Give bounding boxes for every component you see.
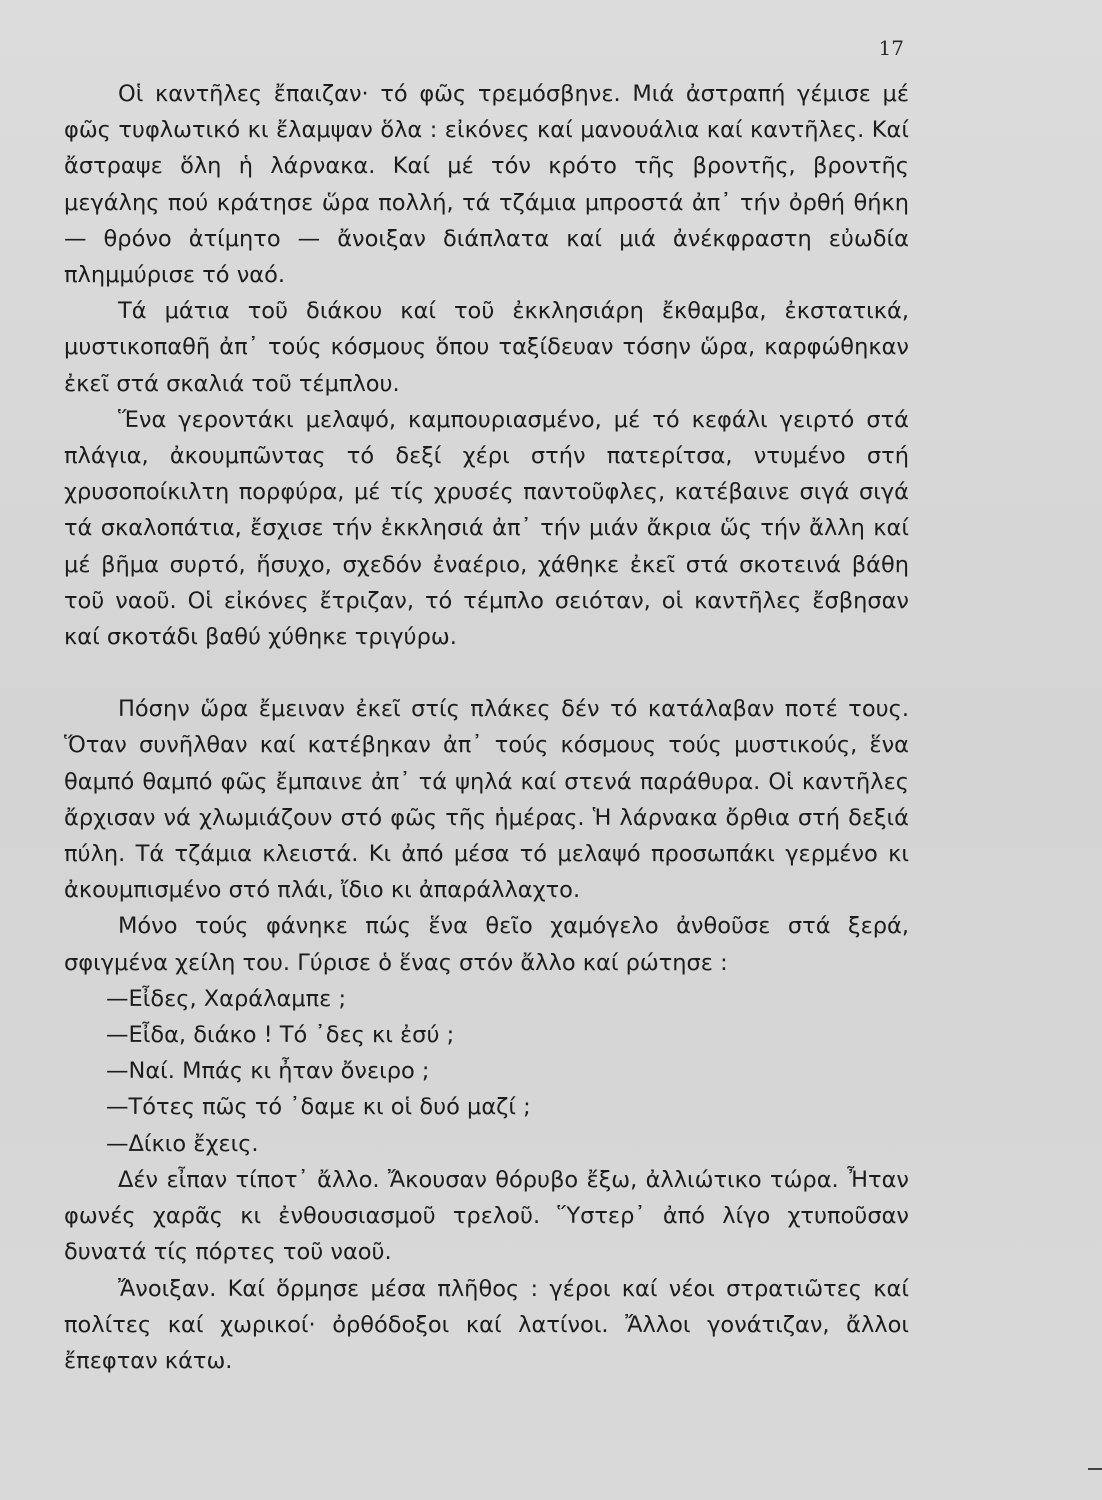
- edge-mark: [1088, 1468, 1102, 1470]
- paragraph-1: Οἱ καντῆλες ἔπαιζαν· τό φῶς τρεμόσβηνε. Μιά ἀστραπή γέμισε μέ φῶς τυφλωτικό κι ἔλαμψαν ὅλα : εἰκόνες καί μανουάλια καί καντῆλες. Καί ἄστραψε ὅλη ἡ λάρνακα. Καί μέ τόν κρότο τῆς βροντῆς, βροντῆς μεγάλης πού κράτησε ὥρα πολλή, τά τζάμια μπροστά ἀπ᾿ τήν ὀρθή θήκη — θρόνο ἀτίμητο — ἄνοιξαν διάπλατα καί μιά ἀνέκφραστη εὐωδία πλημμύρισε τό ναό.: [64, 81, 909, 289]
- dialogue-line-1: —Εἶδες, Χαράλαμπε ;: [106, 985, 347, 1012]
- paragraph-5: Μόνο τούς φάνηκε πώς ἕνα θεῖο χαμόγελο ἀνθοῦσε στά ξερά, σφιγμένα χείλη του. Γύρισε ὁ ἕνας στόν ἄλλο καί ρώτησε :: [64, 913, 909, 976]
- paragraph-7: Ἄνοιξαν. Καί ὅρμησε μέσα πλῆθος : γέροι καί νέοι στρατιῶτες καί πολίτες καί χωρικοί· ὀρθόδοξοι καί λατίνοι. Ἄλλοι γονάτιζαν, ἄλλοι ἔπεφταν κάτω.: [64, 1275, 909, 1374]
- dialogue-line-3: —Ναί. Μπάς κι ἦταν ὄνειρο ;: [106, 1058, 430, 1085]
- paragraph-6: Δέν εἶπαν τίποτ᾿ ἄλλο. Ἄκουσαν θόρυβο ἔξω, ἀλλιώτικο τώρα. Ἦταν φωνές χαρᾶς κι ἐνθουσιασμοῦ τρελοῦ. Ὕστερ᾿ ἀπό λίγο χτυποῦσαν δυνατά τίς πόρτες τοῦ ναοῦ.: [64, 1166, 909, 1266]
- dialogue-line-2: —Εἶδα, διάκο ! Τό ᾿δες κι ἐσύ ;: [106, 1022, 455, 1049]
- dialogue-line-5: —Δίκιο ἔχεις.: [106, 1130, 259, 1157]
- paragraph-4: Πόσην ὥρα ἔμειναν ἐκεῖ στίς πλάκες δέν τό κατάλαβαν ποτέ τους. Ὅταν συνῆλθαν καί κατέβηκαν ἀπ᾿ τούς κόσμους τούς μυστικούς, ἕνα θαμπό θαμπό φῶς ἔμπαινε ἀπ᾿ τά ψηλά καί στενά παράθυρα. Οἱ καντῆλες ἄρχισαν νά χλωμιάζουν στό φῶς τῆς ἡμέρας. Ἡ λάρνακα ὄρθια στή δεξιά πύλη. Τά τζάμια κλειστά. Κι ἀπό μέσα τό μελαψό προσωπάκι γερμένο κι ἀκουμπισμένο στό πλάι, ἴδιο κι ἀπαράλλαχτο.: [64, 696, 909, 904]
- dialogue-line-4: —Τότες πῶς τό ᾿δαμε κι οἱ δυό μαζί ;: [106, 1094, 531, 1121]
- paragraph-3: Ἕνα γεροντάκι μελαψό, καμπουριασμένο, μέ τό κεφάλι γειρτό στά πλάγια, ἀκουμπῶντας τό δεξί χέρι στήν πατερίτσα, ντυμένο στή χρυσοποίκιλτη πορφύρα, μέ τίς χρυσές παντοῦφλες, κατέβαινε σιγά σιγά τά σκαλοπάτια, ἔσχισε τήν ἐκκλησιά ἀπ᾿ τήν μιάν ἄκρια ὥς τήν ἄλλη καί μέ βῆμα συρτό, ἥσυχο, σχεδόν ἐναέριο, χάθηκε ἐκεῖ στά σκοτεινά βάθη τοῦ ναοῦ. Οἱ εἰκόνες ἔτριζαν, τό τέμπλο σειόταν, οἱ καντῆλες ἔσβησαν καί σκοτάδι βαθύ χύθηκε τριγύρω.: [64, 406, 909, 651]
- body-text: [64, 76, 909, 1379]
- paragraph-2: Τά μάτια τοῦ διάκου καί τοῦ ἐκκλησιάρη ἔκθαμβα, ἐκστατικά, μυστικοπαθῆ ἀπ᾿ τούς κόσμους ὅπου ταξίδευαν τόσην ὥρα, καρφώθηκαν ἐκεῖ στά σκαλιά τοῦ τέμπλου.: [64, 298, 909, 397]
- page-number: 17: [878, 36, 904, 60]
